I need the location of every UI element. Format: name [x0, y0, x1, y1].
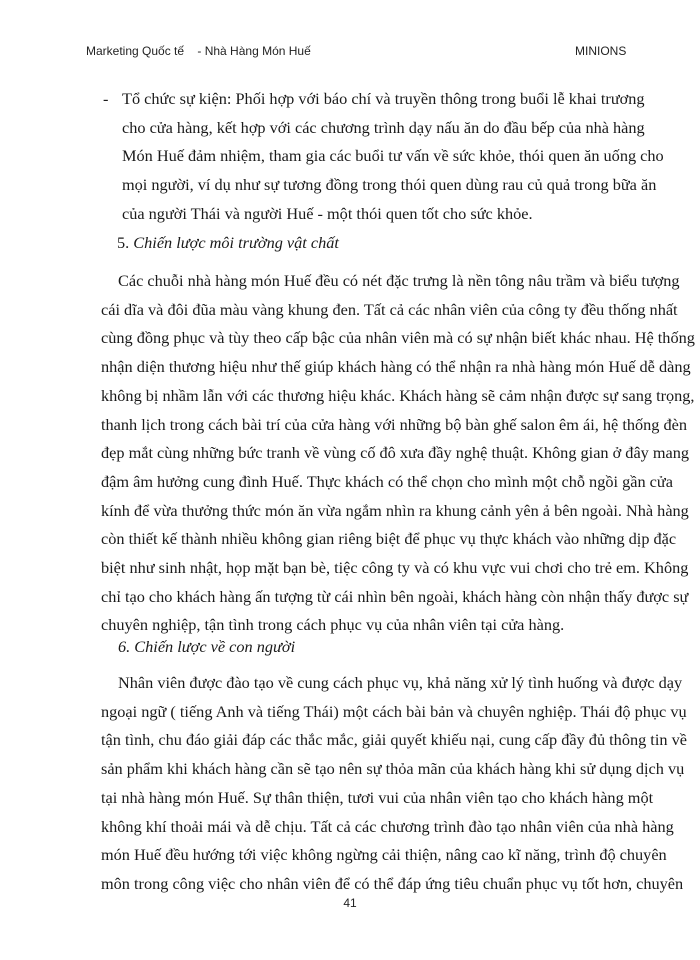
text-line: sản phẩm khi khách hàng cần sẽ tạo nên sự thỏa mãn của khách hàng khi sử dụng dịch vụ: [101, 759, 685, 779]
text-line: kính để vừa thưởng thức món ăn vừa ngắm nhìn ra khung cảnh yên ả bên ngoài. Nhà hàng: [101, 500, 689, 520]
text-line: ngoại ngữ ( tiếng Anh và tiếng Thái) một cách bài bản và chuyên nghiệp. Thái độ phục vụ: [101, 701, 687, 721]
text-line: tại nhà hàng món Huế. Sự thân thiện, tươi vui của nhân viên tạo cho khách hàng một: [101, 787, 654, 807]
text-line: môn trong công việc cho nhân viên để có thể đáp ứng tiêu chuẩn phục vụ tốt hơn, chuyên: [101, 873, 684, 893]
section5-number: 5.: [117, 233, 130, 252]
section6-title: Chiến lược về con người: [134, 637, 296, 656]
section6-heading: [118, 638, 295, 656]
text-line: chỉ tạo cho khách hàng ấn tượng từ cái nhìn bên ngoài, khách hàng còn nhận thấy được sự: [101, 586, 689, 606]
text-line: nhận diện thương hiệu như thế giúp khách hàng có thể nhận ra nhà hàng món Huế dễ dàng: [101, 357, 691, 377]
text-line: mọi người, ví dụ như sự tương đồng trong thói quen dùng rau củ quả trong bữa ăn: [122, 175, 657, 195]
header-left: Marketing Quốc tế - Nhà Hàng Món Huế: [86, 44, 311, 58]
text-line: chuyên nghiệp, tận tình trong cách phục vụ của nhân viên tại cửa hàng.: [101, 615, 565, 635]
text-line: Tổ chức sự kiện: Phối hợp với báo chí và truyền thông trong buổi lễ khai trương: [122, 89, 645, 108]
text-line: món Huế đều hướng tới việc không ngừng cải thiện, nâng cao kĩ năng, trình độ chuyên: [101, 845, 667, 865]
text-line: của người Thái và người Huế - một thói quen tốt cho sức khỏe.: [122, 203, 533, 223]
text-line: cho cửa hàng, kết hợp với các chương trình dạy nấu ăn do đầu bếp của nhà hàng: [122, 117, 645, 137]
page-number: 41: [343, 896, 357, 910]
text-line: Món Huế đảm nhiệm, tham gia các buổi tư vấn về sức khỏe, thói quen ăn uống cho: [122, 146, 664, 166]
text-line: thanh lịch trong cách bài trí của cửa hàng với những bộ bàn ghế salon êm ái, hệ thống đèn: [101, 414, 687, 434]
text-line: đẹp mắt cùng những bức tranh về vùng cố đô xưa đầy nghệ thuật. Không gian ở đây mang: [101, 443, 690, 463]
section6-number: 6.: [118, 637, 131, 656]
section5-title: Chiến lược môi trường vật chất: [133, 233, 339, 252]
header-right: MINIONS: [575, 44, 627, 58]
text-line: đậm âm hưởng cung đình Huế. Thực khách có thể chọn cho mình một chỗ ngồi gần cửa: [101, 471, 673, 491]
text-line: biệt như sinh nhật, họp mặt bạn bè, tiệc công ty và có khu vực vui chơi cho trẻ em. Không: [101, 558, 689, 577]
text-line: cái dĩa và đôi đũa màu vàng khung đen. Tất cả các nhân viên của công ty đều thống nhất: [101, 299, 678, 319]
text-line: không khí thoải mái và dễ chịu. Tất cả các chương trình đào tạo nhân viên của nhà hàng: [101, 816, 674, 836]
text-line: Nhân viên được đào tạo về cung cách phục vụ, khả năng xử lý tình huống và được dạy: [118, 673, 683, 692]
text-line: không bị nhầm lẫn với các thương hiệu khác. Khách hàng sẽ cảm nhận được sự sang trọng,: [101, 385, 695, 405]
text-line: tận tình, chu đáo giải đáp các thắc mắc, giải quyết khiếu nại, cung cấp đầy đủ thông tin về: [101, 730, 687, 750]
text-line: còn thiết kế thành nhiều không gian riêng biệt để phục vụ thực khách vào những dịp đặc: [101, 529, 677, 549]
section5-heading: [117, 234, 339, 252]
text-line: Các chuỗi nhà hàng món Huế đều có nét đặc trưng là nền tông nâu trầm và biểu tượng: [118, 271, 680, 290]
bullet-marker: -: [103, 89, 109, 108]
text-line: cùng đồng phục và tùy theo cấp bậc của nhân viên mà có sự nhận biết khác nhau. Hệ thống: [101, 328, 695, 348]
